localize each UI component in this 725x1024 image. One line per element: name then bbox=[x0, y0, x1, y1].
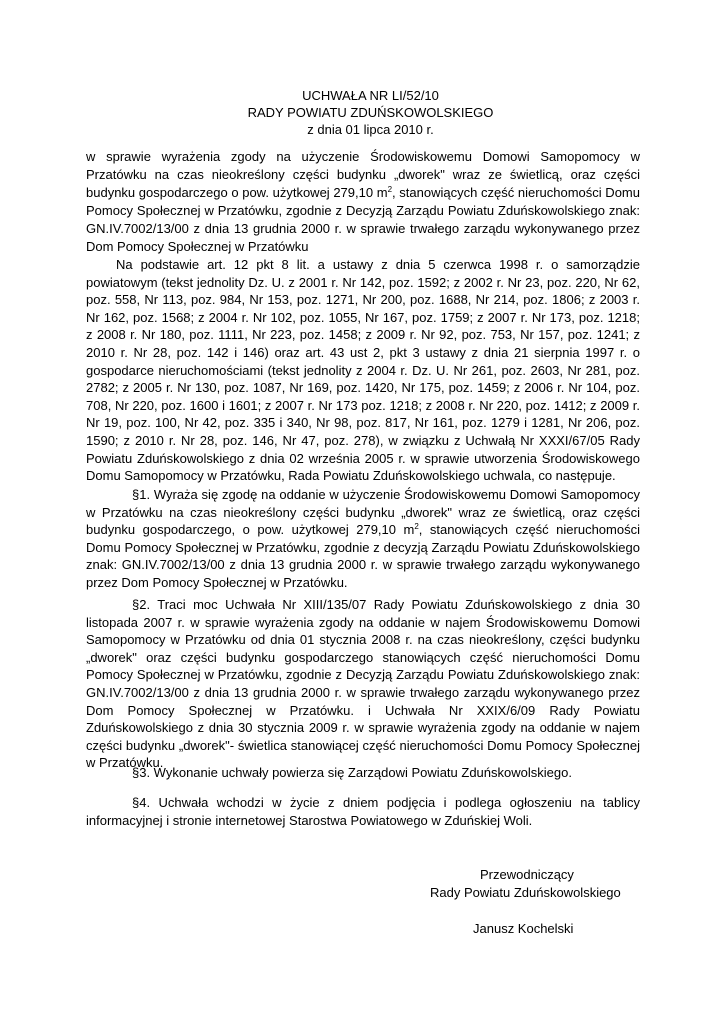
council-name: RADY POWIATU ZDUŃSKOWOLSKIEGO bbox=[247, 105, 494, 120]
subject-superscript: 2 bbox=[387, 185, 393, 194]
signature-name: Janusz Kochelski bbox=[473, 921, 574, 936]
section-1-text-continued: , stanowiących część nieruchomości Domu Pomocy Społecznej w Przatówku, zgodnie z decyzją Zarządu Powiatu Zduńskowolskiego znak: GN.IV.7002/13/00 z dnia 13 grudnia 2000 r. w sprawie trwałego zarządu wykonywanego przez Dom Pomocy Społecznej w Przatówku. bbox=[86, 522, 640, 590]
signature-role: Przewodniczący bbox=[480, 867, 574, 882]
resolution-header bbox=[0, 87, 725, 138]
section-2-paragraph: §2. Traci moc Uchwała Nr XIII/135/07 Rady Powiatu Zduńskowolskiego z dnia 30 listopada 2007 r. w sprawie wyrażenia zgody na oddanie w najem Środowiskowemu Domowi Samopomocy w Przatówku od dnia 01 stycznia 2008 r. na czas nieokreślony, części budynku „dworek" oraz części budynku gospodarczego stanowiących część nieruchomości Domu Pomocy Społecznej w Przatówku, zgodnie z Decyzją Zarządu Powiatu Zduńskowolskiego znak: GN.IV.7002/13/00 z dnia 13 grudnia 2000 r. w sprawie trwałego zarządu wykonywanego przez Dom Pomocy Społecznej w Przatówku. i Uchwała Nr XXIX/6/09 Rady Powiatu Zduńskowolskiego z dnia 30 stycznia 2009 r. w sprawie wyrażenia zgody na oddanie w najem części budynku „dworek"- świetlica stanowiącej część nieruchomości Domu Pomocy Społecznej w Przatówku. bbox=[86, 597, 640, 771]
section-3-paragraph: §3. Wykonanie uchwały powierza się Zarządowi Powiatu Zduńskowolskiego. bbox=[132, 765, 572, 780]
subject-text-continued: , stanowiących część nieruchomości Domu Pomocy Społecznej w Przatówku, zgodnie z Decyzją Zarządu Powiatu Zduńskowolskiego znak: GN.IV.7002/13/00 z dnia 13 grudnia 2000 r. w sprawie trwałego zarządu wykonywanego przez Dom Pomocy Społecznej w Przatówku bbox=[86, 185, 640, 254]
legal-basis-paragraph: Na podstawie art. 12 pkt 8 lit. a ustawy z dnia 5 czerwca 1998 r. o samorządzie powiatowym (tekst jednolity Dz. U. z 2001 r. Nr 142, poz. 1592; z 2002 r. Nr 23, poz. 220, Nr 62, poz. 558, Nr 113, poz. 984, Nr 153, poz. 1271, Nr 200, poz. 1688, Nr 214, poz. 1806; z 2003 r. Nr 162, poz. 1568; z 2004 r. Nr 102, poz. 1055, Nr 167, poz. 1759; z 2007 r. Nr 173, poz. 1218; z 2008 r. Nr 180, poz. 1111, Nr 223, poz. 1458; z 2009 r. Nr 92, poz. 753, Nr 157, poz. 1241; z 2010 r. Nr 28, poz. 142 i 146) oraz art. 43 ust 2, pkt 3 ustawy z dnia 21 sierpnia 1997 r. o gospodarce nieruchomościami (tekst jednolity z 2004 r. Dz. U. Nr 261, poz. 2603, Nr 281, poz. 2782; z 2005 r. Nr 130, poz. 1087, Nr 169, poz. 1420, Nr 175, poz. 1459; z 2006 r. Nr 104, poz. 708, Nr 220, poz. 1600 i 1601; z 2007 r. Nr 173 poz. 1218; z 2008 r. Nr 220, poz. 1412; z 2009 r. Nr 19, poz. 100, Nr 42, poz. 335 i 340, Nr 98, poz. 817, Nr 161, poz. 1279 i 1281, Nr 206, poz. 1590; z 2010 r. Nr 28, poz. 146, Nr 47, poz. 278), w związku z Uchwałą Nr XXXI/67/05 Rady Powiatu Zduńskowolskiego z dnia 02 września 2005 r. w sprawie utworzenia Środowiskowego Domu Samopomocy w Przatówku, Rada Powiatu Zduńskowolskiego uchwala, co następuje. bbox=[86, 257, 640, 484]
resolution-subject bbox=[86, 148, 640, 256]
signature-body: Rady Powiatu Zduńskowolskiego bbox=[430, 885, 621, 900]
resolution-number: UCHWAŁA NR LI/52/10 bbox=[302, 88, 439, 103]
section-1-superscript: 2 bbox=[414, 522, 419, 532]
section-1-text: §1. Wyraża się zgodę na oddanie w użyczenie Środowiskowemu Domowi Samopomocy w Przatówku na czas nieokreślony części budynku „dworek" wraz ze świetlicą, oraz części budynku gospodarczego, o pow. użytkowej 279,10 m bbox=[86, 487, 640, 538]
section-4-paragraph: §4. Uchwała wchodzi w życie z dniem podjęcia i podlega ogłoszeniu na tablicy informacyjnej i stronie internetowej Starostwa Powiatowego w Zduńskiej Woli. bbox=[86, 795, 640, 828]
resolution-date: z dnia 01 lipca 2010 r. bbox=[307, 122, 434, 137]
signature-block bbox=[400, 866, 660, 938]
subject-text: w sprawie wyrażenia zgody na użyczenie Środowiskowemu Domowi Samopomocy w Przatówku na czas nieokreślony części budynku „dworek" wraz ze świetlicą, oraz części budynku gospodarczego o pow. użytkowej 279,10 m bbox=[86, 149, 640, 200]
section-1-paragraph bbox=[86, 486, 640, 592]
